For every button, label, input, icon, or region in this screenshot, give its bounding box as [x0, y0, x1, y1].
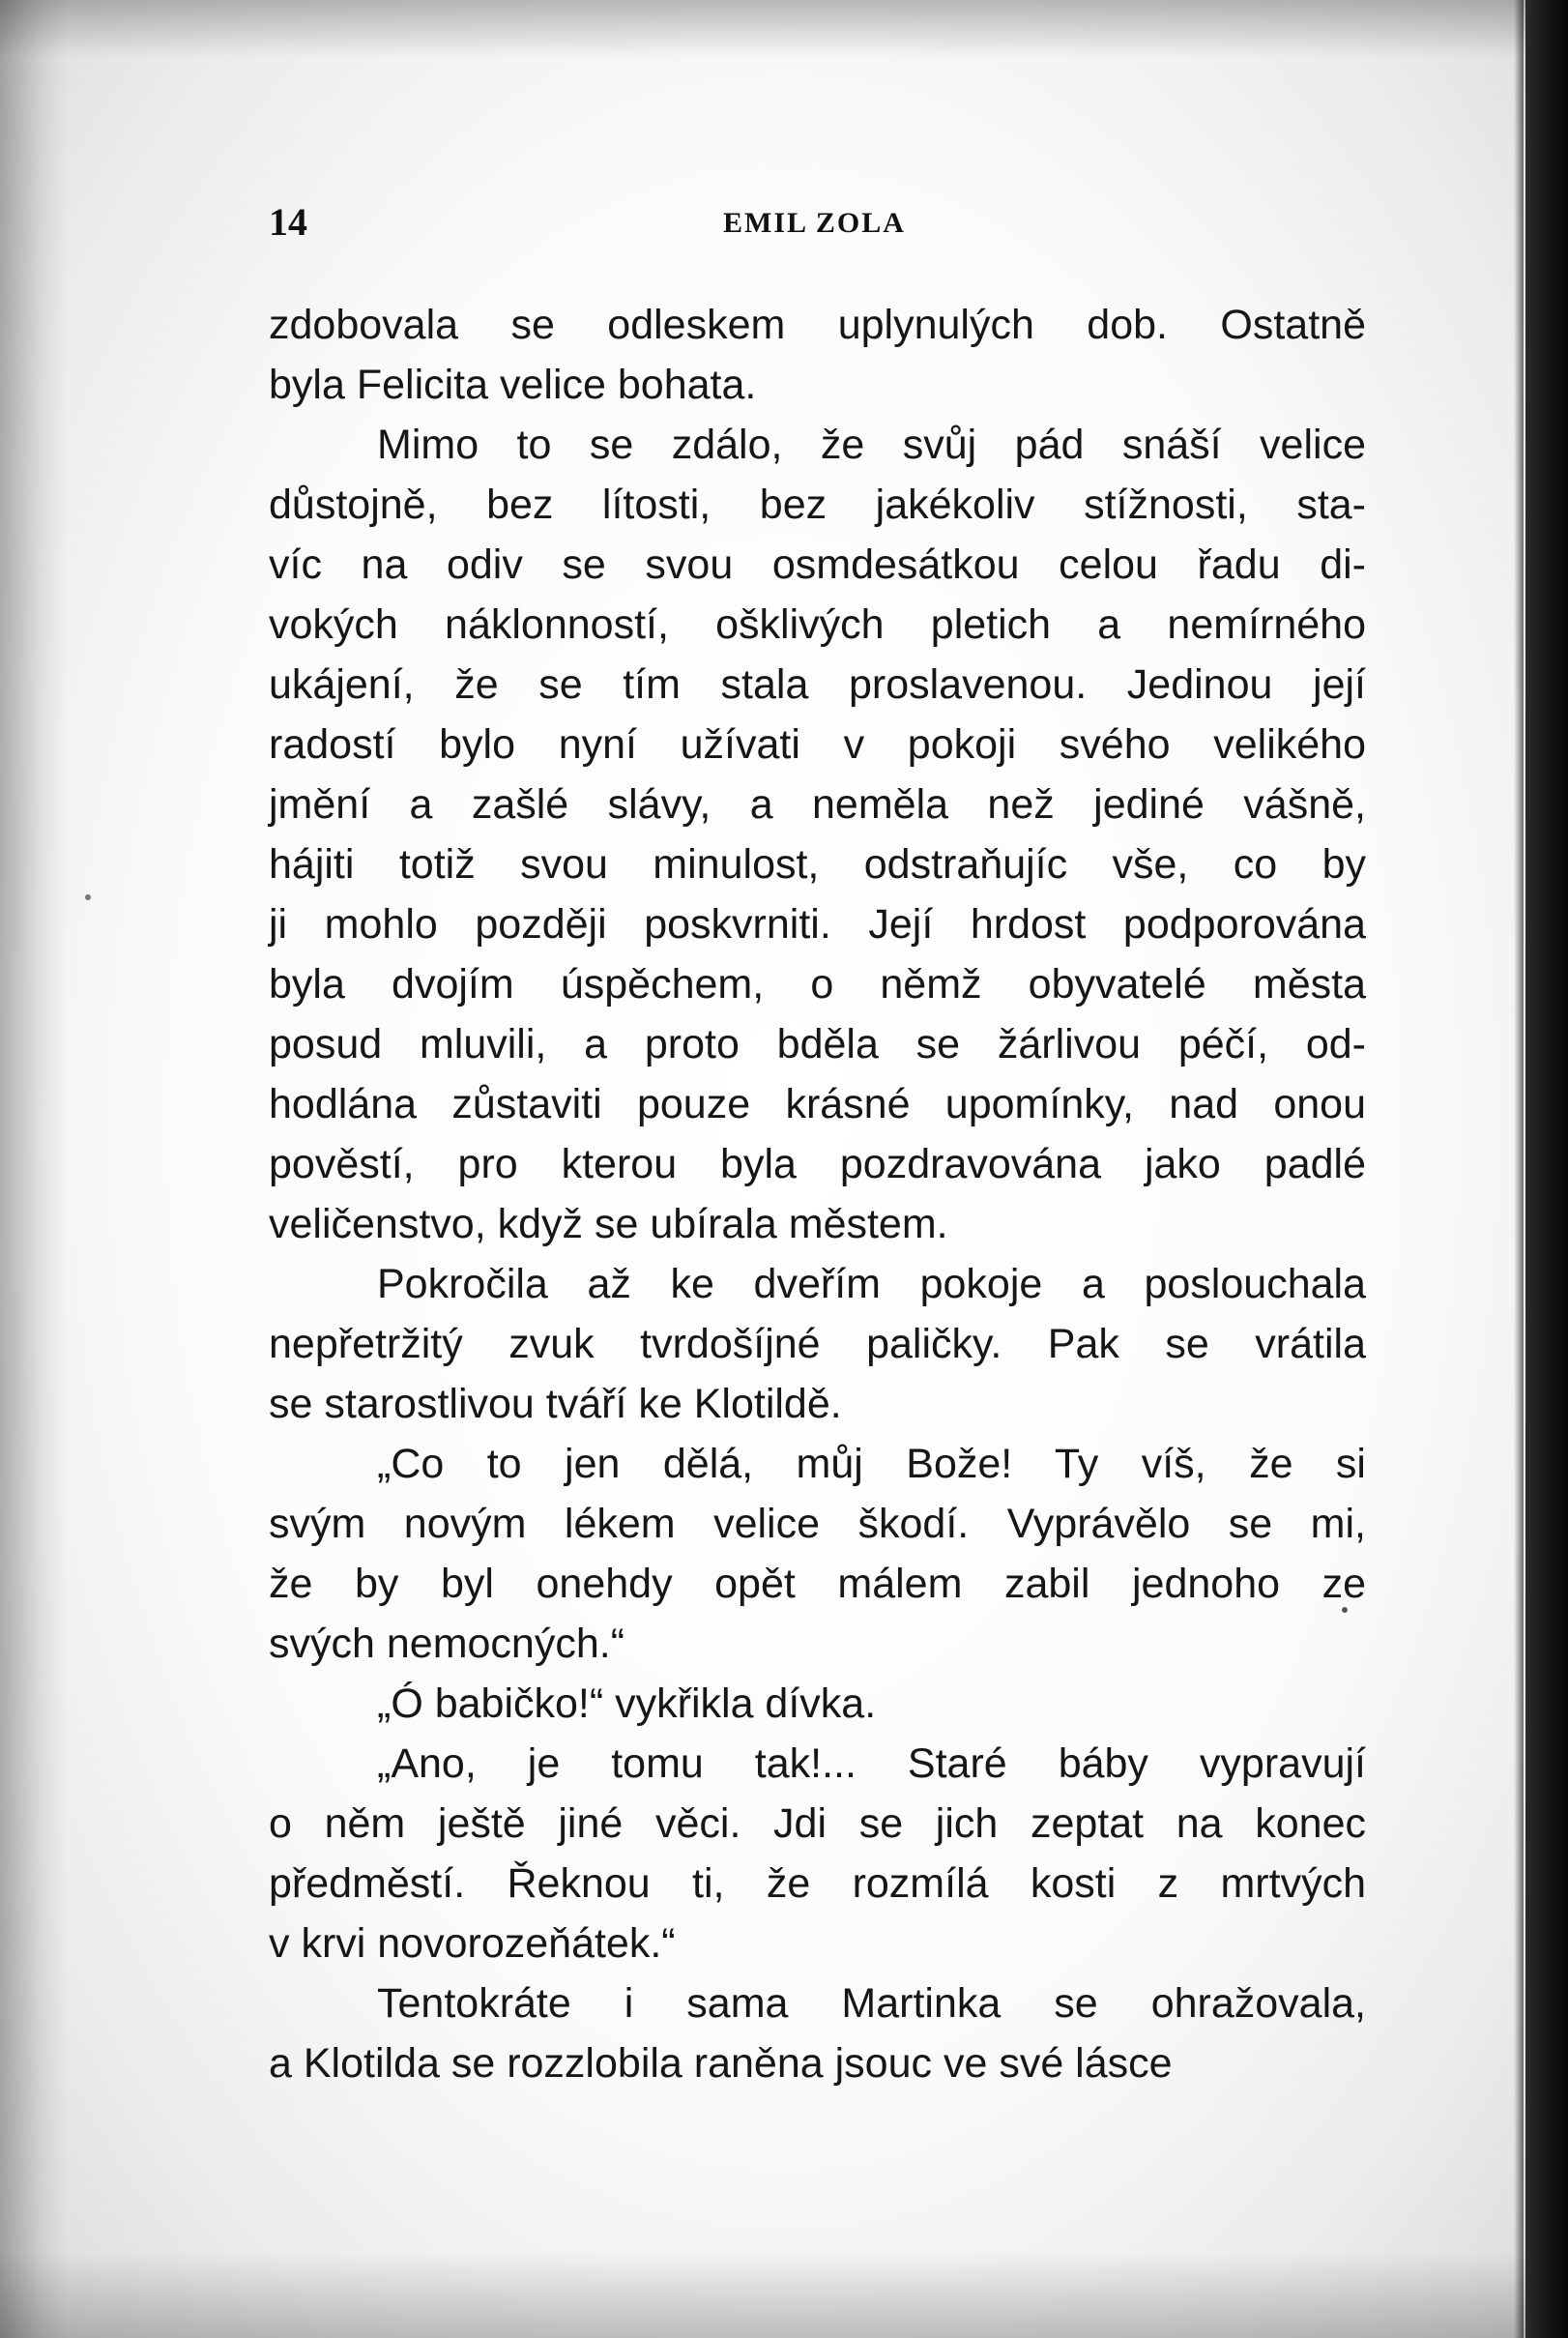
- text-line: „Ó babičko!“ vykřikla dívka.: [377, 1680, 877, 1727]
- page-header: [269, 199, 1342, 248]
- text-line: byla dvojím úspěchem, o němž obyvatelé města: [269, 961, 1366, 1008]
- text-line: jmění a zašlé slávy, a neměla než jediné vášně,: [269, 781, 1366, 828]
- text-line: hájiti totiž svou minulost, odstraňujíc vše, co by: [269, 841, 1366, 888]
- text-line: předměstí. Řeknou ti, že rozmílá kosti z mrtvých: [269, 1860, 1366, 1907]
- text-line: důstojně, bez lítosti, bez jakékoliv stížnosti, sta-: [269, 482, 1366, 528]
- text-line: Pokročila až ke dveřím pokoje a poslouchala: [377, 1261, 1366, 1307]
- text-line: vokých náklonností, ošklivých pletich a nemírného: [269, 601, 1366, 648]
- paragraph: [269, 1254, 1366, 1434]
- paragraph: [269, 1734, 1366, 1973]
- text-line: se starostlivou tváří ke Klotildě.: [269, 1381, 842, 1427]
- page-edge-shadow: [1514, 0, 1524, 2338]
- text-line: radostí bylo nyní užívati v pokoji svého velikého: [269, 721, 1366, 768]
- paragraph: [269, 1434, 1366, 1674]
- text-line: posud mluvili, a proto bděla se žárlivou péčí, od-: [269, 1021, 1366, 1067]
- paragraph: [269, 1674, 1366, 1734]
- paragraph: [269, 1973, 1366, 2093]
- text-line: „Co to jen dělá, můj Bože! Ty víš, že si: [377, 1441, 1366, 1487]
- paragraph: [269, 415, 1366, 1254]
- bottom-edge-shadow: [0, 2251, 1568, 2338]
- text-line: hodlána zůstaviti pouze krásné upomínky, nad onou: [269, 1081, 1366, 1127]
- text-line: nepřetržitý zvuk tvrdošíjné paličky. Pak se vrátila: [269, 1321, 1366, 1367]
- text-line: Mimo to se zdálo, že svůj pád snáší velice: [377, 422, 1366, 468]
- text-line: „Ano, je tomu tak!... Staré báby vypravují: [377, 1740, 1366, 1787]
- text-line: zdobovala se odleskem uplynulých dob. Ostatně: [269, 302, 1366, 348]
- paragraph: [269, 295, 1366, 415]
- text-line: svých nemocných.“: [269, 1621, 625, 1667]
- paper-speck: [85, 894, 91, 900]
- top-edge-shadow: [0, 0, 1568, 58]
- text-line: ukájení, že se tím stala proslavenou. Jedinou její: [269, 661, 1366, 708]
- gutter-shadow: [0, 0, 68, 2338]
- running-head: EMIL ZOLA: [723, 207, 906, 239]
- text-line: svým novým lékem velice škodí. Vyprávělo se mi,: [269, 1501, 1366, 1547]
- body-text: [269, 295, 1366, 2093]
- text-line: veličenstvo, když se ubírala městem.: [269, 1201, 948, 1247]
- text-line: že by byl onehdy opět málem zabil jednoho ze: [269, 1561, 1366, 1607]
- page-number: 14: [269, 200, 307, 244]
- text-line: v krvi novorozeňátek.“: [269, 1920, 676, 1967]
- text-line: pověstí, pro kterou byla pozdravována jako padlé: [269, 1141, 1366, 1187]
- text-line: o něm ještě jiné věci. Jdi se jich zeptat na konec: [269, 1800, 1366, 1847]
- text-line: byla Felicita velice bohata.: [269, 362, 757, 408]
- text-line: ji mohlo později poskvrniti. Její hrdost podporována: [269, 901, 1366, 948]
- text-line: víc na odiv se svou osmdesátkou celou řadu di-: [269, 541, 1366, 588]
- text-line: a Klotilda se rozzlobila raněna jsouc ve své lásce: [269, 2040, 1173, 2087]
- text-line: Tentokráte i sama Martinka se ohražovala,: [377, 1980, 1366, 2027]
- scan-border: [1525, 0, 1568, 2338]
